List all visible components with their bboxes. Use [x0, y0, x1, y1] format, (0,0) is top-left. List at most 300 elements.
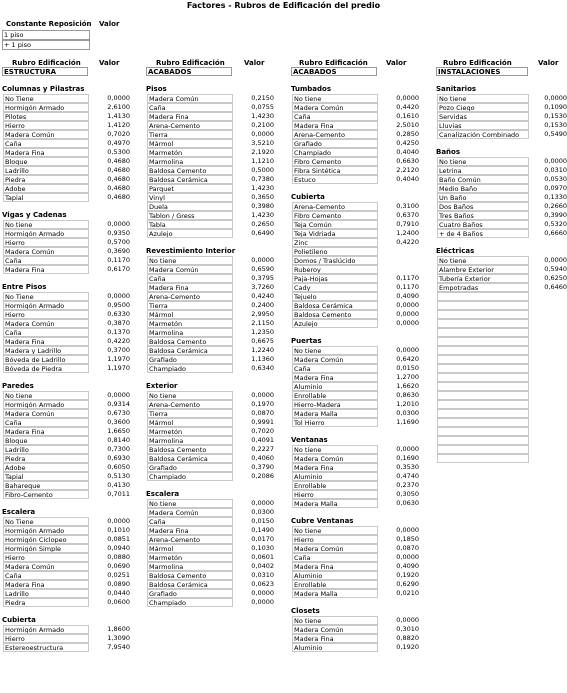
- table-row: [146, 571, 286, 580]
- row-value: 0,3530: [396, 463, 419, 471]
- row-label: Madera Fina: [147, 526, 233, 535]
- row-value: 0,0000: [544, 94, 567, 102]
- table-row: [436, 292, 567, 301]
- row-label: Baldosa Cemento: [292, 310, 378, 319]
- row-value: 0,1170: [396, 274, 419, 282]
- row-label: Hierro: [292, 535, 378, 544]
- row-value: 1,6650: [107, 427, 130, 435]
- table-row: [146, 112, 286, 121]
- row-label: Arena-Cemento: [292, 202, 378, 211]
- row-label: Caña: [292, 553, 378, 562]
- row-value: 1,4120: [107, 121, 130, 129]
- row-value: 0,9500: [107, 301, 130, 309]
- table-row: [2, 112, 142, 121]
- row-value: 1,8600: [107, 625, 130, 633]
- row-label: Madera Fina: [3, 580, 89, 589]
- section: [2, 381, 142, 499]
- table-row: [2, 418, 142, 427]
- row-value: 0,4090: [396, 562, 419, 570]
- row-label: Pozo Ciego: [437, 103, 529, 112]
- row-label: Letrina: [437, 166, 529, 175]
- row-label: Baldosa Cemento: [147, 571, 233, 580]
- table-row: [291, 454, 431, 463]
- row-value: 0,6490: [251, 229, 274, 237]
- row-label: Arena-Cemento: [147, 400, 233, 409]
- row-value: 0,2660: [544, 202, 567, 210]
- table-row: [2, 301, 142, 310]
- row-value: 0,1170: [107, 256, 130, 264]
- acabados-column-2: [291, 84, 431, 652]
- row-value: 0,4420: [396, 103, 419, 111]
- row-label: [437, 400, 529, 409]
- row-label: Tablon / Gress: [147, 211, 233, 220]
- row-value: 1,2240: [251, 346, 274, 354]
- row-value: 2,1150: [251, 319, 274, 327]
- section-title: Exterior: [146, 382, 178, 390]
- row-label: Caña: [3, 139, 89, 148]
- row-value: 0,6660: [544, 229, 567, 237]
- row-label: Azulejo: [292, 319, 378, 328]
- row-label: Marmetón: [147, 319, 233, 328]
- table-row: [146, 535, 286, 544]
- row-label: Aluminio: [292, 643, 378, 652]
- section-title: Baños: [436, 148, 461, 156]
- row-value: 0,7300: [107, 445, 130, 453]
- row-value: 0,3990: [544, 211, 567, 219]
- table-row: [2, 562, 142, 571]
- table-row: [436, 274, 567, 283]
- table-row: [146, 310, 286, 319]
- row-label: Madera Común: [292, 103, 378, 112]
- table-row: [291, 544, 431, 553]
- row-label: Empotradas: [437, 283, 529, 292]
- row-value: 0,0000: [107, 391, 130, 399]
- table-row: [146, 130, 286, 139]
- row-value: 3,7260: [251, 283, 274, 291]
- section-title: Revestimiento Interior: [146, 247, 236, 255]
- table-row: [291, 499, 431, 508]
- table-row: [146, 166, 286, 175]
- row-label: No tiene: [292, 445, 378, 454]
- row-value: 0,5940: [544, 265, 567, 273]
- row-value: 0,2100: [251, 121, 274, 129]
- row-value: 0,1920: [396, 643, 419, 651]
- table-row: [291, 634, 431, 643]
- table-row: [2, 400, 142, 409]
- table-row: [2, 166, 142, 175]
- table-row: [291, 463, 431, 472]
- row-label: Mármol: [147, 139, 233, 148]
- table-row: [436, 328, 567, 337]
- row-value: 0,0530: [544, 175, 567, 183]
- row-label: Hierro: [3, 634, 89, 643]
- row-value: 0,9350: [107, 229, 130, 237]
- table-row: [146, 598, 286, 607]
- row-value: 0,0440: [107, 589, 130, 597]
- row-value: 0,7011: [107, 490, 130, 498]
- table-row: [436, 175, 567, 184]
- table-row: [291, 616, 431, 625]
- row-label: [437, 436, 529, 445]
- row-value: 0,4220: [107, 337, 130, 345]
- row-value: 0,2370: [396, 481, 419, 489]
- row-label: Hierro: [3, 121, 89, 130]
- table-row: [146, 121, 286, 130]
- row-label: [437, 301, 529, 310]
- row-label: [437, 409, 529, 418]
- row-label: Baldosa Cerámica: [147, 346, 233, 355]
- row-value: 0,0000: [251, 589, 274, 597]
- row-label: Caña: [3, 256, 89, 265]
- row-label: Madera Común: [3, 247, 89, 256]
- row-value: 0,4090: [396, 292, 419, 300]
- row-label: Dos Baños: [437, 202, 529, 211]
- row-label: Hormigón Armado: [3, 625, 89, 634]
- row-label: Madera Fina: [3, 265, 89, 274]
- row-value: 0,0150: [251, 517, 274, 525]
- table-row: [146, 418, 286, 427]
- row-label: Adobe: [3, 184, 89, 193]
- row-value: 0,2400: [251, 301, 274, 309]
- table-row: [146, 184, 286, 193]
- table-row: [2, 436, 142, 445]
- estructura-column: [2, 84, 142, 652]
- row-label: Madera Fina: [292, 463, 378, 472]
- row-label: Ladrillo: [3, 445, 89, 454]
- row-label: Baldosa Cerámica: [147, 580, 233, 589]
- table-row: [436, 454, 567, 463]
- table-row: [146, 517, 286, 526]
- table-row: [436, 184, 567, 193]
- table-row: [146, 292, 286, 301]
- table-row: [146, 445, 286, 454]
- row-value: 0,3700: [107, 346, 130, 354]
- table-row: [436, 355, 567, 364]
- table-row: [146, 256, 286, 265]
- row-label: Champiado: [147, 598, 233, 607]
- table-row: [146, 553, 286, 562]
- table-row: [291, 130, 431, 139]
- table-row: [2, 157, 142, 166]
- row-value: 0,2650: [251, 220, 274, 228]
- table-row: [146, 355, 286, 364]
- row-value: 0,1530: [544, 112, 567, 120]
- row-value: 0,6370: [396, 211, 419, 219]
- row-value: 0,1370: [107, 328, 130, 336]
- table-row: [291, 274, 431, 283]
- row-value: 0,0210: [396, 589, 419, 597]
- table-row: [2, 319, 142, 328]
- row-label: Caña: [292, 112, 378, 121]
- row-label: Madera Fina: [147, 283, 233, 292]
- row-value: 0,5000: [251, 166, 274, 174]
- table-row: [291, 211, 431, 220]
- row-value: 0,0890: [107, 580, 130, 588]
- row-value: 1,1360: [251, 355, 274, 363]
- table-row: [436, 346, 567, 355]
- table-row: [436, 310, 567, 319]
- row-label: Tol Hierro: [292, 418, 378, 427]
- table-row: [436, 364, 567, 373]
- row-label: Hormigón Armado: [3, 400, 89, 409]
- row-value: 0,0000: [396, 616, 419, 624]
- row-value: 0,4680: [107, 166, 130, 174]
- row-label: Hierro-Madera: [292, 400, 378, 409]
- section-title: Escalera: [146, 490, 180, 498]
- table-row: [146, 526, 286, 535]
- row-value: 0,3100: [396, 202, 419, 210]
- row-value: 0,0000: [544, 256, 567, 264]
- column-header: Rubro Edificación: [156, 59, 225, 67]
- row-label: Vinyl: [147, 193, 233, 202]
- column-value-header: Valor: [386, 59, 407, 67]
- row-value: 0,0600: [107, 598, 130, 606]
- row-value: 0,0755: [251, 103, 274, 111]
- instalaciones-column: [436, 84, 567, 463]
- row-label: Hierro: [3, 553, 89, 562]
- row-value: 0,4091: [251, 436, 274, 444]
- row-label: Madera Común: [3, 562, 89, 571]
- constante-item: 1 piso: [2, 30, 90, 40]
- table-row: [291, 103, 431, 112]
- table-row: [436, 94, 567, 103]
- table-row: [2, 643, 142, 652]
- row-value: 0,0251: [107, 571, 130, 579]
- table-row: [146, 139, 286, 148]
- row-label: Tapial: [3, 472, 89, 481]
- table-row: [291, 256, 431, 265]
- row-label: Madera Fina: [3, 148, 89, 157]
- section: [146, 84, 286, 238]
- row-value: 0,6420: [396, 355, 419, 363]
- table-row: [2, 580, 142, 589]
- row-label: Baño Común: [437, 175, 529, 184]
- table-row: [2, 292, 142, 301]
- table-row: [146, 148, 286, 157]
- row-value: 0,0000: [396, 310, 419, 318]
- row-label: [437, 391, 529, 400]
- table-row: [291, 166, 431, 175]
- row-label: Servidas: [437, 112, 529, 121]
- page-title: Factores - Rubros de Edificación del predio: [186, 1, 381, 10]
- table-row: [436, 265, 567, 274]
- column-subheader: INSTALACIONES: [436, 67, 528, 76]
- table-row: [291, 571, 431, 580]
- row-value: 1,1970: [107, 364, 130, 372]
- table-row: [146, 157, 286, 166]
- row-value: 0,2850: [396, 130, 419, 138]
- table-row: [146, 94, 286, 103]
- row-value: 0,0870: [396, 544, 419, 552]
- row-label: Arena-Cemento: [147, 121, 233, 130]
- section-title: Puertas: [291, 337, 322, 345]
- row-value: 0,8820: [396, 634, 419, 642]
- table-row: [146, 175, 286, 184]
- row-label: Marmetón: [147, 427, 233, 436]
- table-row: [291, 418, 431, 427]
- section: [2, 507, 142, 607]
- column-subheader: ACABADOS: [146, 67, 232, 76]
- row-value: 0,3795: [251, 274, 274, 282]
- row-value: 0,6460: [544, 283, 567, 291]
- row-label: Madera Común: [3, 409, 89, 418]
- table-row: [291, 400, 431, 409]
- row-value: 0,0310: [251, 571, 274, 579]
- table-row: [291, 481, 431, 490]
- row-label: Mármol: [147, 418, 233, 427]
- row-label: Baldosa Cerámica: [292, 301, 378, 310]
- row-value: 0,0000: [396, 526, 419, 534]
- constante-reposicion-label: Constante Reposición: [6, 20, 92, 28]
- row-label: Pilotes: [3, 112, 89, 121]
- row-label: Medio Baño: [437, 184, 529, 193]
- row-value: 0,8630: [396, 391, 419, 399]
- section-title: Cubierta: [291, 193, 325, 201]
- table-row: [2, 391, 142, 400]
- row-label: Tres Baños: [437, 211, 529, 220]
- row-label: Enrollable: [292, 391, 378, 400]
- row-label: Teja Vidriada: [292, 229, 378, 238]
- row-label: Marmetón: [147, 553, 233, 562]
- row-value: 0,1170: [396, 283, 419, 291]
- row-label: Canalización Combinado: [437, 130, 529, 139]
- row-value: 7,9540: [107, 643, 130, 651]
- table-row: [2, 544, 142, 553]
- table-row: [291, 310, 431, 319]
- row-label: Fibro-Cemento: [3, 490, 89, 499]
- row-label: Polietileno: [292, 247, 378, 256]
- row-label: Madera Común: [147, 508, 233, 517]
- section-title: Paredes: [2, 382, 34, 390]
- row-label: Hierro: [3, 238, 89, 247]
- row-value: 0,1490: [251, 526, 274, 534]
- row-value: 0,6340: [251, 364, 274, 372]
- row-label: Marmolina: [147, 562, 233, 571]
- row-label: [437, 382, 529, 391]
- table-row: [2, 571, 142, 580]
- row-value: 0,1010: [107, 526, 130, 534]
- table-row: [2, 346, 142, 355]
- row-label: [437, 427, 529, 436]
- row-value: 0,0000: [251, 130, 274, 138]
- row-value: 0,4680: [107, 175, 130, 183]
- row-label: Bloque: [3, 436, 89, 445]
- table-row: [291, 580, 431, 589]
- table-row: [436, 391, 567, 400]
- table-row: [436, 409, 567, 418]
- row-label: Madera Común: [3, 319, 89, 328]
- row-value: 0,0000: [107, 94, 130, 102]
- row-label: Madera Fina: [3, 427, 89, 436]
- row-label: Caña: [3, 418, 89, 427]
- row-label: Bahareque: [3, 481, 89, 490]
- row-value: 0,4130: [107, 481, 130, 489]
- table-row: [291, 292, 431, 301]
- row-value: 1,2400: [396, 229, 419, 237]
- table-row: [2, 139, 142, 148]
- column-header: Rubro Edificación: [299, 59, 368, 67]
- table-row: [2, 337, 142, 346]
- row-label: [437, 337, 529, 346]
- row-label: Madera Común: [147, 94, 233, 103]
- table-row: [291, 319, 431, 328]
- row-value: 1,6620: [396, 382, 419, 390]
- row-label: No tiene: [437, 256, 529, 265]
- row-label: Lluvias: [437, 121, 529, 130]
- row-label: Aluminio: [292, 571, 378, 580]
- constante-valor-label: Valor: [99, 20, 120, 28]
- section-title: Eléctricas: [436, 247, 475, 255]
- table-row: [291, 589, 431, 598]
- row-label: Hormigón Armado: [3, 301, 89, 310]
- column-subheader: ESTRUCTURA: [2, 67, 88, 76]
- row-value: 2,2120: [396, 166, 419, 174]
- table-row: [436, 256, 567, 265]
- table-row: [2, 229, 142, 238]
- table-row: [291, 364, 431, 373]
- row-label: Madera Malla: [292, 589, 378, 598]
- row-value: 0,6930: [107, 454, 130, 462]
- table-row: [2, 184, 142, 193]
- row-label: Bóveda de Ladrillo: [3, 355, 89, 364]
- table-row: [2, 310, 142, 319]
- row-label: Baldosa Cerámica: [147, 454, 233, 463]
- table-row: [291, 148, 431, 157]
- row-value: 0,3010: [396, 625, 419, 633]
- row-label: [437, 328, 529, 337]
- table-row: [436, 283, 567, 292]
- table-row: [2, 445, 142, 454]
- table-row: [146, 193, 286, 202]
- row-value: 1,3090: [107, 634, 130, 642]
- table-row: [146, 265, 286, 274]
- section: [2, 84, 142, 202]
- row-label: Madera Común: [292, 355, 378, 364]
- column-subheader: ACABADOS: [291, 67, 377, 76]
- row-value: 0,7910: [396, 220, 419, 228]
- table-row: [2, 535, 142, 544]
- row-value: 0,4680: [107, 184, 130, 192]
- row-label: Cady: [292, 283, 378, 292]
- table-row: [436, 436, 567, 445]
- table-row: [2, 526, 142, 535]
- table-row: [2, 463, 142, 472]
- row-value: 0,1970: [251, 400, 274, 408]
- table-row: [436, 382, 567, 391]
- row-value: 1,1210: [251, 157, 274, 165]
- row-label: Grafiado: [292, 139, 378, 148]
- table-row: [2, 481, 142, 490]
- section: [436, 147, 567, 238]
- row-label: No tiene: [147, 499, 233, 508]
- row-value: 0,6050: [107, 463, 130, 471]
- table-row: [2, 148, 142, 157]
- column-value-header: Valor: [538, 59, 559, 67]
- row-label: No Tiene: [3, 292, 89, 301]
- table-row: [436, 166, 567, 175]
- row-label: + de 4 Baños: [437, 229, 529, 238]
- row-label: Baldosa Cerámica: [147, 175, 233, 184]
- section: [2, 282, 142, 373]
- row-label: Hormigón Simple: [3, 544, 89, 553]
- row-label: Fibra Sintética: [292, 166, 378, 175]
- table-row: [436, 400, 567, 409]
- row-label: [437, 373, 529, 382]
- row-value: 0,1530: [544, 121, 567, 129]
- row-label: Parquet: [147, 184, 233, 193]
- row-label: No tiene: [147, 256, 233, 265]
- row-label: Aluminio: [292, 382, 378, 391]
